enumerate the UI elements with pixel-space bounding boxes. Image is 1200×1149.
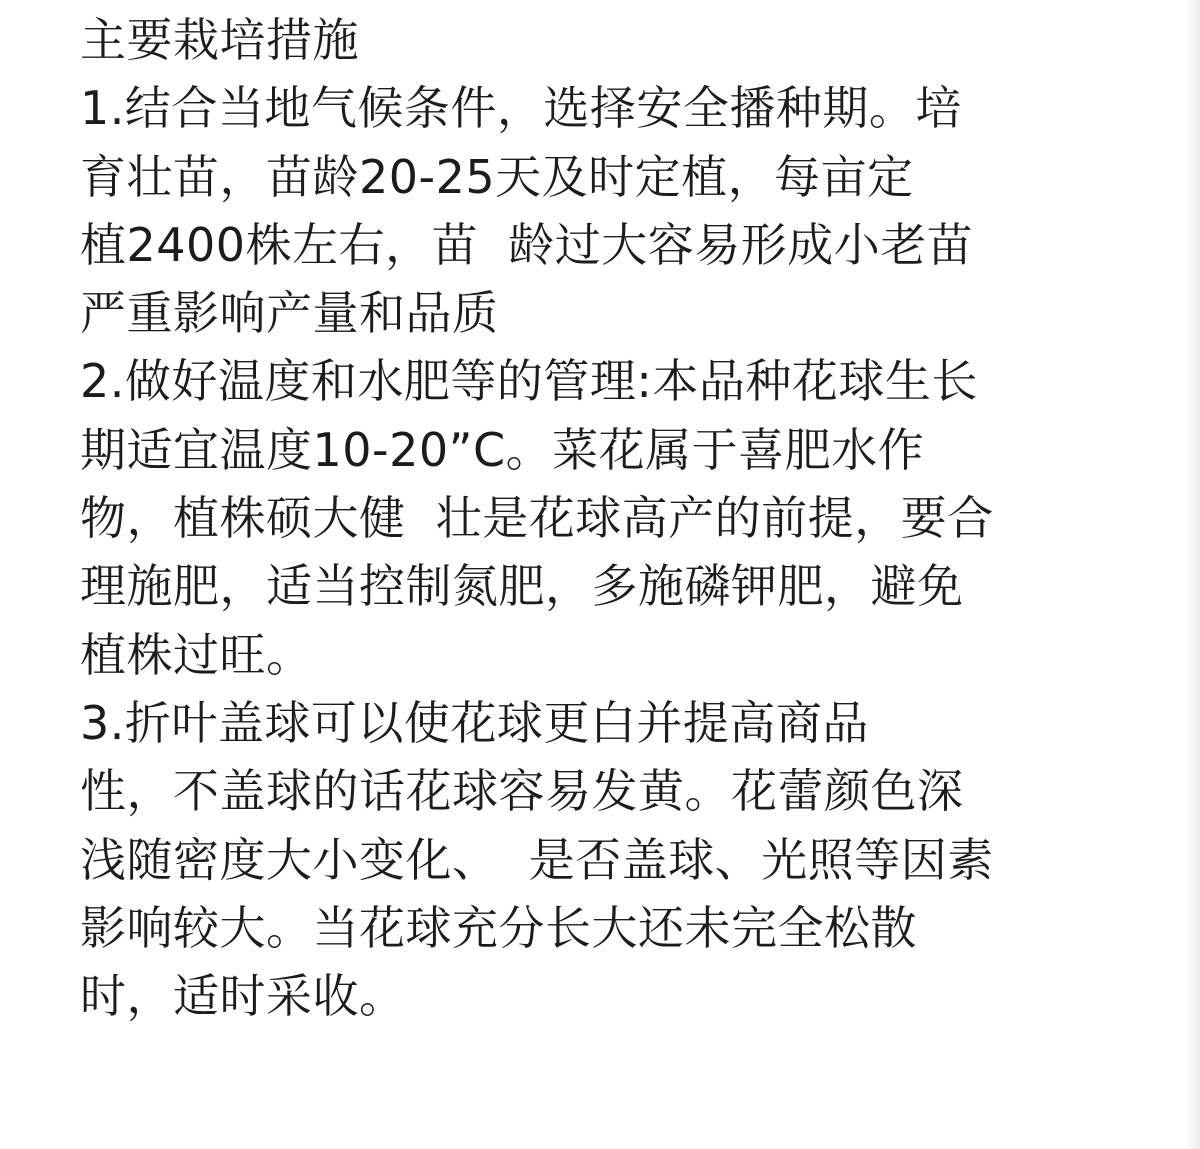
- text-line: 植2400株左右，苗 龄过大容易形成小老苗: [80, 217, 974, 272]
- text-line: 育壮苗，苗龄20-25天及时定植，每亩定: [80, 149, 914, 204]
- page-edge-shadow: [1186, 0, 1200, 1149]
- text-line: 期适宜温度10-20”C。菜花属于喜肥水作: [80, 422, 925, 477]
- text-line: 植株过旺。: [80, 627, 313, 682]
- text-line: 时，适时采收。: [80, 969, 406, 1024]
- text-line: 影响较大。当花球充分长大还未完全松散: [80, 900, 917, 955]
- text-line: 3.折叶盖球可以使花球更白并提高商品: [80, 695, 869, 750]
- text-line: 2.做好温度和水肥等的管理:本品种花球生长: [80, 354, 978, 409]
- text-line: 物，植株硕大健 壮是花球高产的前提，要合: [80, 491, 994, 546]
- text-line: 1.结合当地气候条件，选择安全播种期。培: [80, 81, 962, 136]
- document-text: [80, 6, 1150, 1030]
- text-line: 理施肥，适当控制氮肥，多施磷钾肥，避免: [80, 559, 964, 614]
- text-line: 严重影响产量和品质: [80, 286, 499, 341]
- document-title: 主要栽培措施: [80, 13, 359, 67]
- text-line: 性，不盖球的话花球容易发黄。花蕾颜色深: [80, 764, 964, 819]
- text-line: 浅随密度大小变化、 是否盖球、光照等因素: [80, 832, 994, 887]
